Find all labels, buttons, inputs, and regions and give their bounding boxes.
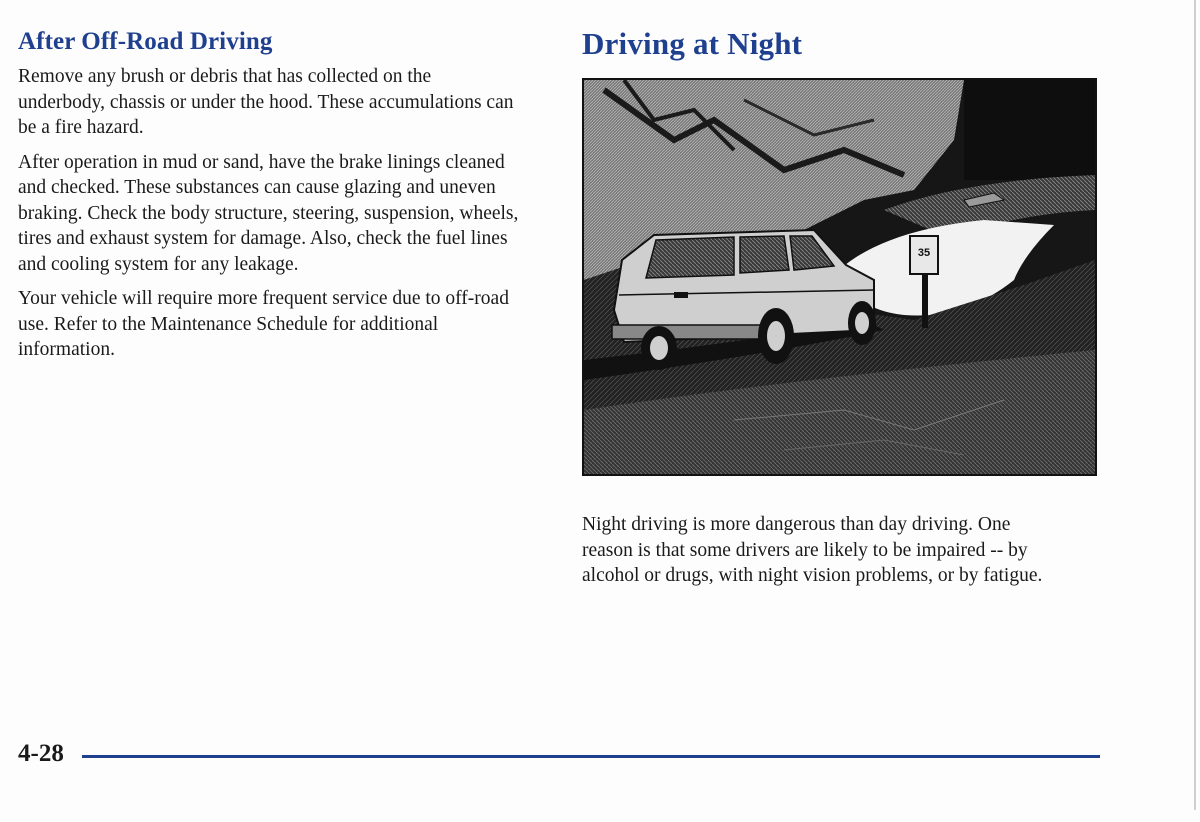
page-edge-shadow [1194, 0, 1196, 810]
paragraph-night-driving: Night driving is more dangerous than day driving. One reason is that some drivers are likely to be impaired -- by alcohol or drugs, with night vision problems, or by fatigue. [582, 514, 1043, 586]
paragraph-mud-sand: After operation in mud or sand, have the brake linings cleaned and checked. These substances can cause glazing and uneven braking. Check the body structure, steering, suspension, wheels, tires and exhaust system for damage. Also, check the fuel lines and cooling system for any leakage. [18, 151, 519, 275]
speed-sign-text: 35 [917, 247, 931, 259]
right-column [582, 26, 1102, 598]
footer-rule [82, 755, 1100, 758]
paragraph-frequent-service: Your vehicle will require more frequent service due to off-road use. Refer to the Maintenance Schedule for additional information. [18, 288, 509, 360]
section-title-driving-at-night: Driving at Night [582, 26, 803, 61]
left-column [18, 28, 523, 372]
section-title-after-off-road: After Off-Road Driving [18, 28, 273, 55]
night-driving-illustration [582, 78, 1097, 476]
page-footer [18, 740, 1100, 770]
paragraph-brush-debris: Remove any brush or debris that has collected on the underbody, chassis or under the hood. These accumulations can be a fire hazard. [18, 66, 514, 138]
page-number: 4-28 [18, 740, 64, 767]
